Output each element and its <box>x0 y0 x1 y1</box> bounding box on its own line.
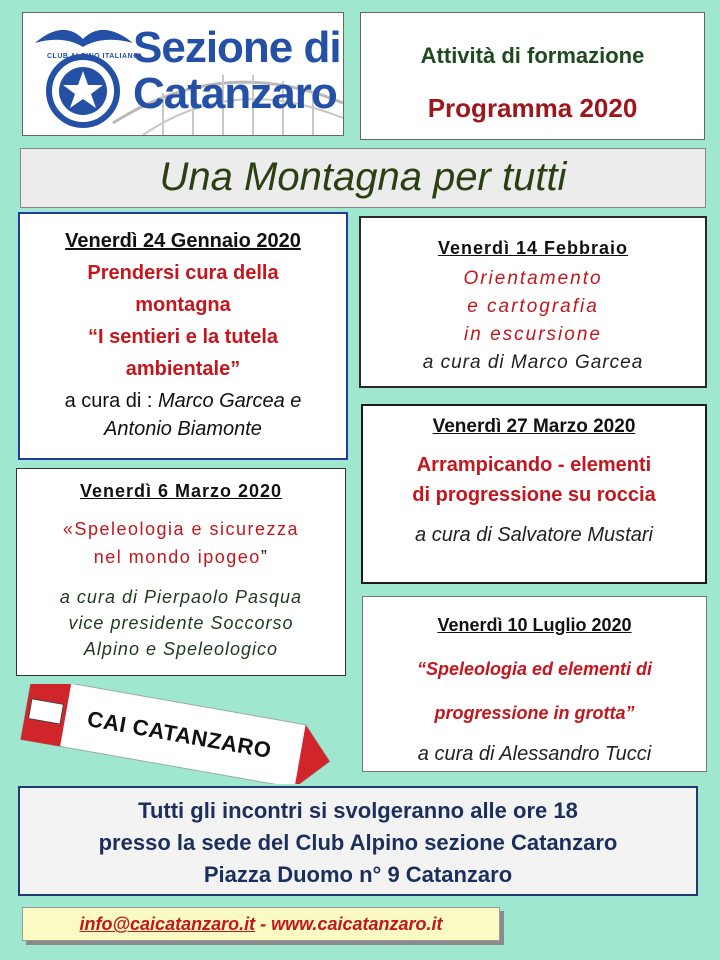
event-title-line: di progressione su roccia <box>412 484 656 506</box>
info-line: Tutti gli incontri si svolgeranno alle ore 18 <box>138 798 578 823</box>
cai-trail-sign <box>14 684 344 784</box>
event-title-line: Prendersi cura della <box>87 262 279 284</box>
info-box <box>18 786 698 896</box>
header-program: Programma 2020 <box>427 93 638 123</box>
website-link[interactable]: www.caicatanzaro.it <box>271 914 443 934</box>
logo-emblem-text: CLUB ALPINO ITALIANO <box>47 53 140 60</box>
sign-label: CAI CATANZARO <box>85 705 274 764</box>
logo-line-2: Catanzaro <box>133 69 337 118</box>
event-title-line: “Speleologia ed elementi di <box>416 659 653 679</box>
contact-bar <box>22 907 500 941</box>
event-date: Venerdì 10 Luglio 2020 <box>437 615 632 635</box>
logo-title <box>133 25 341 117</box>
event-date: Venerdì 27 Marzo 2020 <box>432 416 636 437</box>
event-card-january <box>18 212 348 460</box>
contact-text <box>23 914 499 935</box>
info-line: Piazza Duomo n° 9 Catanzaro <box>203 862 513 887</box>
event-title-line: “I sentieri e la tutela <box>87 326 279 348</box>
event-curator: a cura di Pierpaolo Pasqua <box>59 587 303 607</box>
title-banner <box>20 148 706 208</box>
curator-prefix: a cura di : <box>64 390 158 412</box>
event-card-february <box>359 216 707 388</box>
event-curator-2: Antonio Biamonte <box>104 418 262 440</box>
event-title-line: e cartografia <box>467 296 599 317</box>
event-curator: a cura di Alessandro Tucci <box>417 743 652 765</box>
email-link[interactable]: info@caicatanzaro.it <box>79 914 256 934</box>
header-box <box>360 12 705 140</box>
event-title-quote: ” <box>260 547 269 567</box>
event-title-line-2 <box>17 547 345 568</box>
event-curator: a cura di Salvatore Mustari <box>415 524 653 546</box>
event-date: Venerdì 6 Marzo 2020 <box>79 481 283 501</box>
event-title-line: ambientale” <box>125 358 241 380</box>
event-curator: vice presidente Soccorso <box>68 613 294 633</box>
event-title-line: progressione in grotta” <box>434 703 635 723</box>
info-line: presso la sede del Club Alpino sezione Catanzaro <box>98 830 618 855</box>
event-curator: a cura di Marco Garcea <box>422 352 644 373</box>
event-curator <box>20 390 346 413</box>
event-title-line: montagna <box>135 294 231 316</box>
banner-title: Una Montagna per tutti <box>159 155 567 199</box>
cai-logo <box>22 12 344 136</box>
event-curator: Alpino e Speleologico <box>83 639 279 659</box>
event-date: Venerdì 24 Gennaio 2020 <box>65 230 301 252</box>
event-card-july <box>362 596 707 772</box>
event-title-line: in escursione <box>464 324 602 345</box>
event-title-line: Arrampicando - elementi <box>416 454 652 476</box>
contact-separator: - <box>255 914 272 934</box>
event-card-march-6 <box>16 468 346 676</box>
event-date: Venerdì 14 Febbraio <box>437 238 629 258</box>
curator-name: Marco Garcea e <box>158 390 302 412</box>
logo-line-1: Sezione di <box>133 23 341 72</box>
header-subtitle: Attività di formazione <box>420 43 645 68</box>
event-title-text: nel mondo ipogeo <box>93 547 261 567</box>
event-card-march-27 <box>361 404 707 584</box>
event-title-line: Orientamento <box>463 268 603 289</box>
event-title-line: «Speleologia e sicurezza <box>62 519 300 539</box>
